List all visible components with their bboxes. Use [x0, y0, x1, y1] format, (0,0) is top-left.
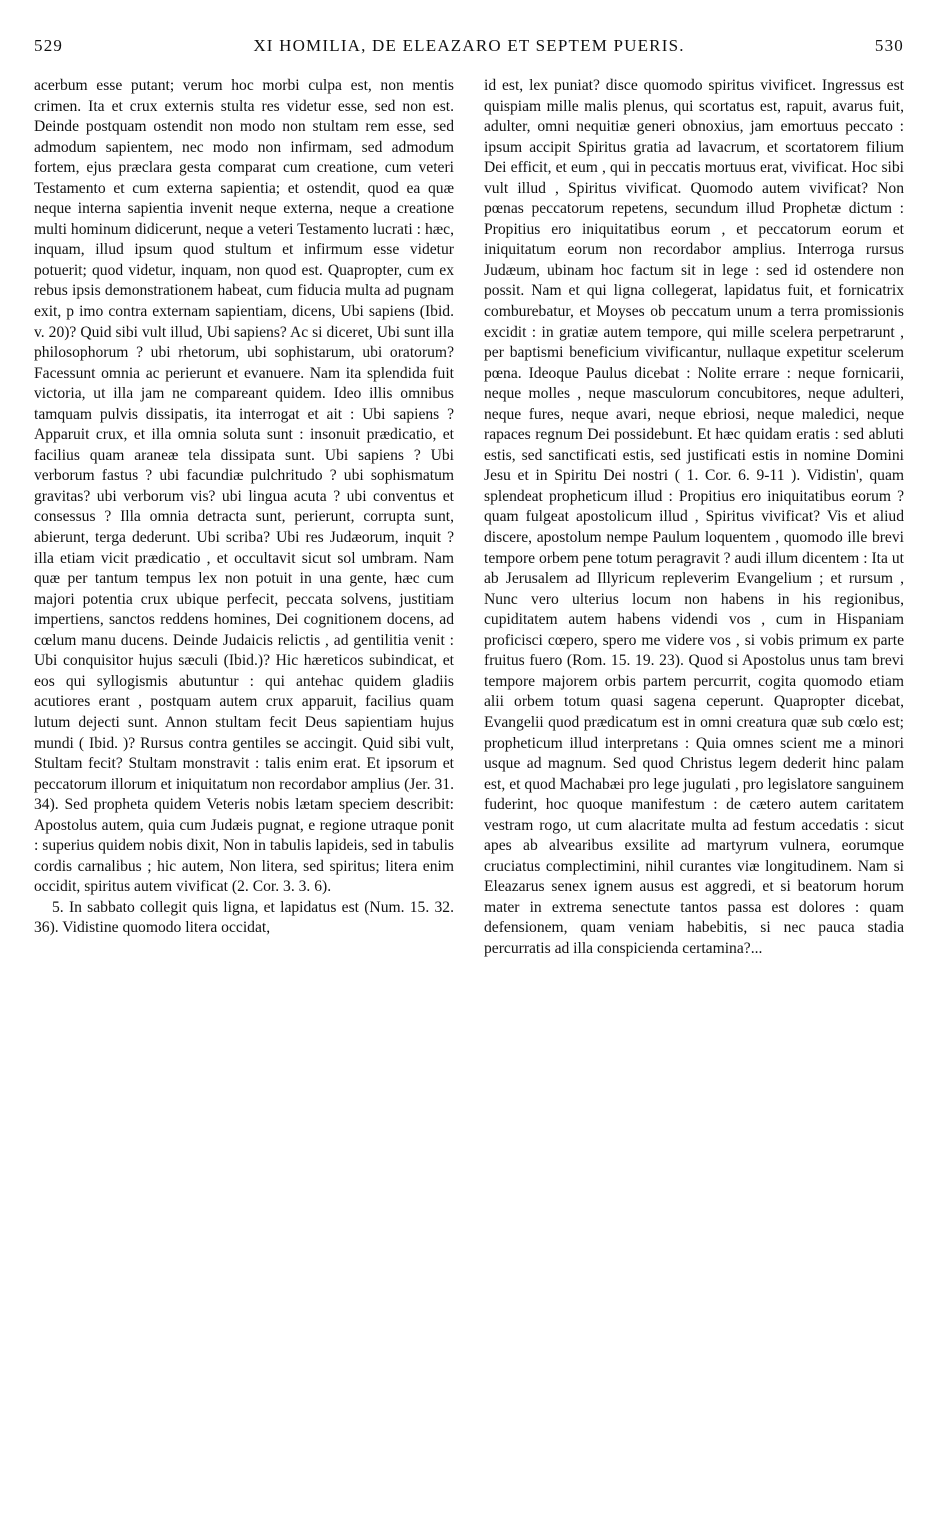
left-paragraph-1: acerbum esse putant; verum hoc morbi culpa est, non mentis crimen. Ita et crux externis stulta res videtur esse, sed non est. Deinde postquam ostendit non modo non stultam rem esse, sed admodum sapientem, nec modo non infirmam, sed admodum fortem, ejus præclara gesta comparat cum creatione, cum veteri Testamento et cum externa sapientia; et ostendit, quod ea quæ neque interna sapientia invenit neque externa, neque a creatione multi hominum didicerunt, neque a veteri Testamento lucrati : hæc, inquam, illud ipsum quod stultum et infirmum esse videtur potuerit; quod videtur, inquam, non quod est. Quapropter, cum ex rebus ipsis demonstrationem habeat, cum fiducia multa ad pugnam exit, p imo contra externam sapientiam, dicens, Ubi sapiens (Ibid. v. 20)? Quid sibi vult illud, Ubi sapiens? Ac si diceret, Ubi sunt illa philosophorum ? ubi rhetorum, ubi sophistarum, ubi oratorum? Facessunt omnia ac perierunt et evanuere. Nam ita splendida fuit victoria, ut illa jam ne compareant quidem. Ideo illis omnibus tamquam pulvis dissipatis, ita interrogat et ait : Ubi sapiens ? Apparuit crux, et illa omnia soluta sunt : insonuit prædicatio, et facilius quam araneæ tela dissipata sunt. Ubi sapiens ? Ubi verborum fastus ? ubi facundiæ pulchritudo ? ubi sophismatum gravitas? ubi verborum vis? ubi lingua acuta ? ubi conventus et consessus ? Illa omnia detracta sunt, perierunt, corrupta sunt, abierunt, terga dederunt. Ubi scriba? Ubi res Judæorum, inquit ? illa etiam vicit prædicatio , et occultavit sicut sol umbram. Nam quæ per tantum tempus lex non potuit in una gente, hæc cum majori potentia crux ubique perfecit, peccata solvens, justitiam impertiens, sanctos reddens homines, Dei cognitionem docens, ad cœlum manu ducens. Deinde Judaicis relictis , ad gentilitia venit : Ubi conquisitor hujus sæculi (Ibid.)? Hic hæreticos subindicat, et eos qui syllogismis abutuntur : qui antehac quidem gladiis acutiores erant , postquam autem crux apparuit, facilius quam lutum dejecti sunt. Annon stultam fecit Deus sapientiam hujus mundi ( Ibid. )? Rursus contra gentiles se accingit. Quid sibi vult, Stultam fecit? Stultam monstravit : talis enim erat. Et ipsorum et peccatorum illorum et iniquitatum non recordabor amplius (Jer. 31. 34). Sed propheta quidem Veteris nobis lætam speciem describit: Apostolus autem, quia cum Judæis pugnat, e regione utraque ponit : superius quidem nobis dixit, Non in tabulis lapideis, sed in tabulis cordis carnalibus ; hic autem, Non litera, sed spiritus; litera enim occidit, spiritus autem vivificat (2. Cor. 3. 3. 6).: [34, 77, 458, 896]
page-header: [34, 36, 904, 60]
page-number-right: 530: [874, 36, 904, 55]
left-column: [34, 76, 458, 939]
right-column: [484, 76, 908, 960]
right-paragraph-1: id est, lex puniat? disce quomodo spiritus vivificet. Ingressus est quispiam mille malis plenus, qui scortatus est, rapuit, avarus fuit, adulter, omni nequitiæ generi obnoxius, jam emortuus peccato : ipsum accipit Spiritus gratia ad lavacrum, et scortatorem filium Dei efficit, et eum , qui in peccatis mortuus erat, vivificat. Hoc sibi vult illud , Spiritus vivificat. Quomodo autem vivificat? Non pœnas peccatorum repetens, secundum illud Prophetæ dictum : Propitius ero iniquitatibus eorum , et peccatorum eorum et iniquitatum eorum non recordabor amplius. Interroga rursus Judæum, ubinam hoc factum sit in lege : sed id ostendere non possit. Nam et qui ligna collegerat, lapidatus fuit, et fornicatrix comburebatur, et Moyses ob peccatum unum a terra promissionis excidit : in gratiæ autem tempore, qui mille scelera perpetrarunt , per baptismi beneficium vivificantur, nullaque expetitur scelerum pœna. Ideoque Paulus dicebat : Nolite errare : neque fornicarii, neque molles , neque masculorum concubitores, neque adulteri, neque fures, neque avari, neque ebriosi, neque maledici, neque rapaces regnum Dei possidebunt. Et hæc quidam eratis : sed abluti estis, sed sanctificati estis, sed justificati estis in nomine Domini Jesu et in Spiritu Dei nostri ( 1. Cor. 6. 9-11 ). Vidistin', quam splendeat propheticum illud : Propitius ero iniquitatibus eorum ? quam fulgeat apostolicum illud , Spiritus vivificat? Vis et aliud discere, apostolum nempe Paulum loquentem , quomodo ille brevi tempore orbem pene totum peragravit ? audi illum dicentem : Ita ut ab Jerusalem ad Illyricum repleverim Evangelium ; et rursum , Nunc vero ulterius locum non habens in his regionibus, cupiditatem autem habens videndi vos , cum in Hispaniam proficisci cœpero, spero me videre vos , si vobis primum ex parte fruitus fuero (Rom. 15. 19. 23). Quod si Apostolus unus tam brevi tempore majorem orbis partem percurrit, cogita quomodo etiam alii orbem totum quasi sagena ceperunt. Quapropter dicebat, Evangelii quod prædicatum est in omni creatura quæ sub cœlo est; propheticum illud interpretans : Quia omnes scient me a minori usque ad magnum. Sed quod Christus legem dederit hinc palam est, et quod Machabæi pro lege jugulati , pro legislatore sanguinem fuderint, hoc quoque manifestum : de cætero autem caritatem vestram rogo, ut cum alacritate multa ad festum accedatis : sicut apes ab alvearibus exsilite ad martyrum vulnera, eorumque cruciatus complectimini, nihil curantes viæ longitudinem. Nam si Eleazarus senex ignem ausus est aggredi, et si beatorum horum mater in extrema senectute tantos passa est dolores : quam defensionem, quam veniam habebitis, si nec pauca stadia percurratis ad illa conspicienda certamina?...: [484, 77, 908, 957]
left-paragraph-2: 5. In sabbato collegit quis ligna, et lapidatus est (Num. 15. 32. 36). Vidistine quomodo litera occidat,: [34, 898, 458, 937]
running-title: XI HOMILIA, DE ELEAZARO ET SEPTEM PUERIS.: [253, 36, 685, 55]
page-number-left: 529: [34, 36, 64, 55]
